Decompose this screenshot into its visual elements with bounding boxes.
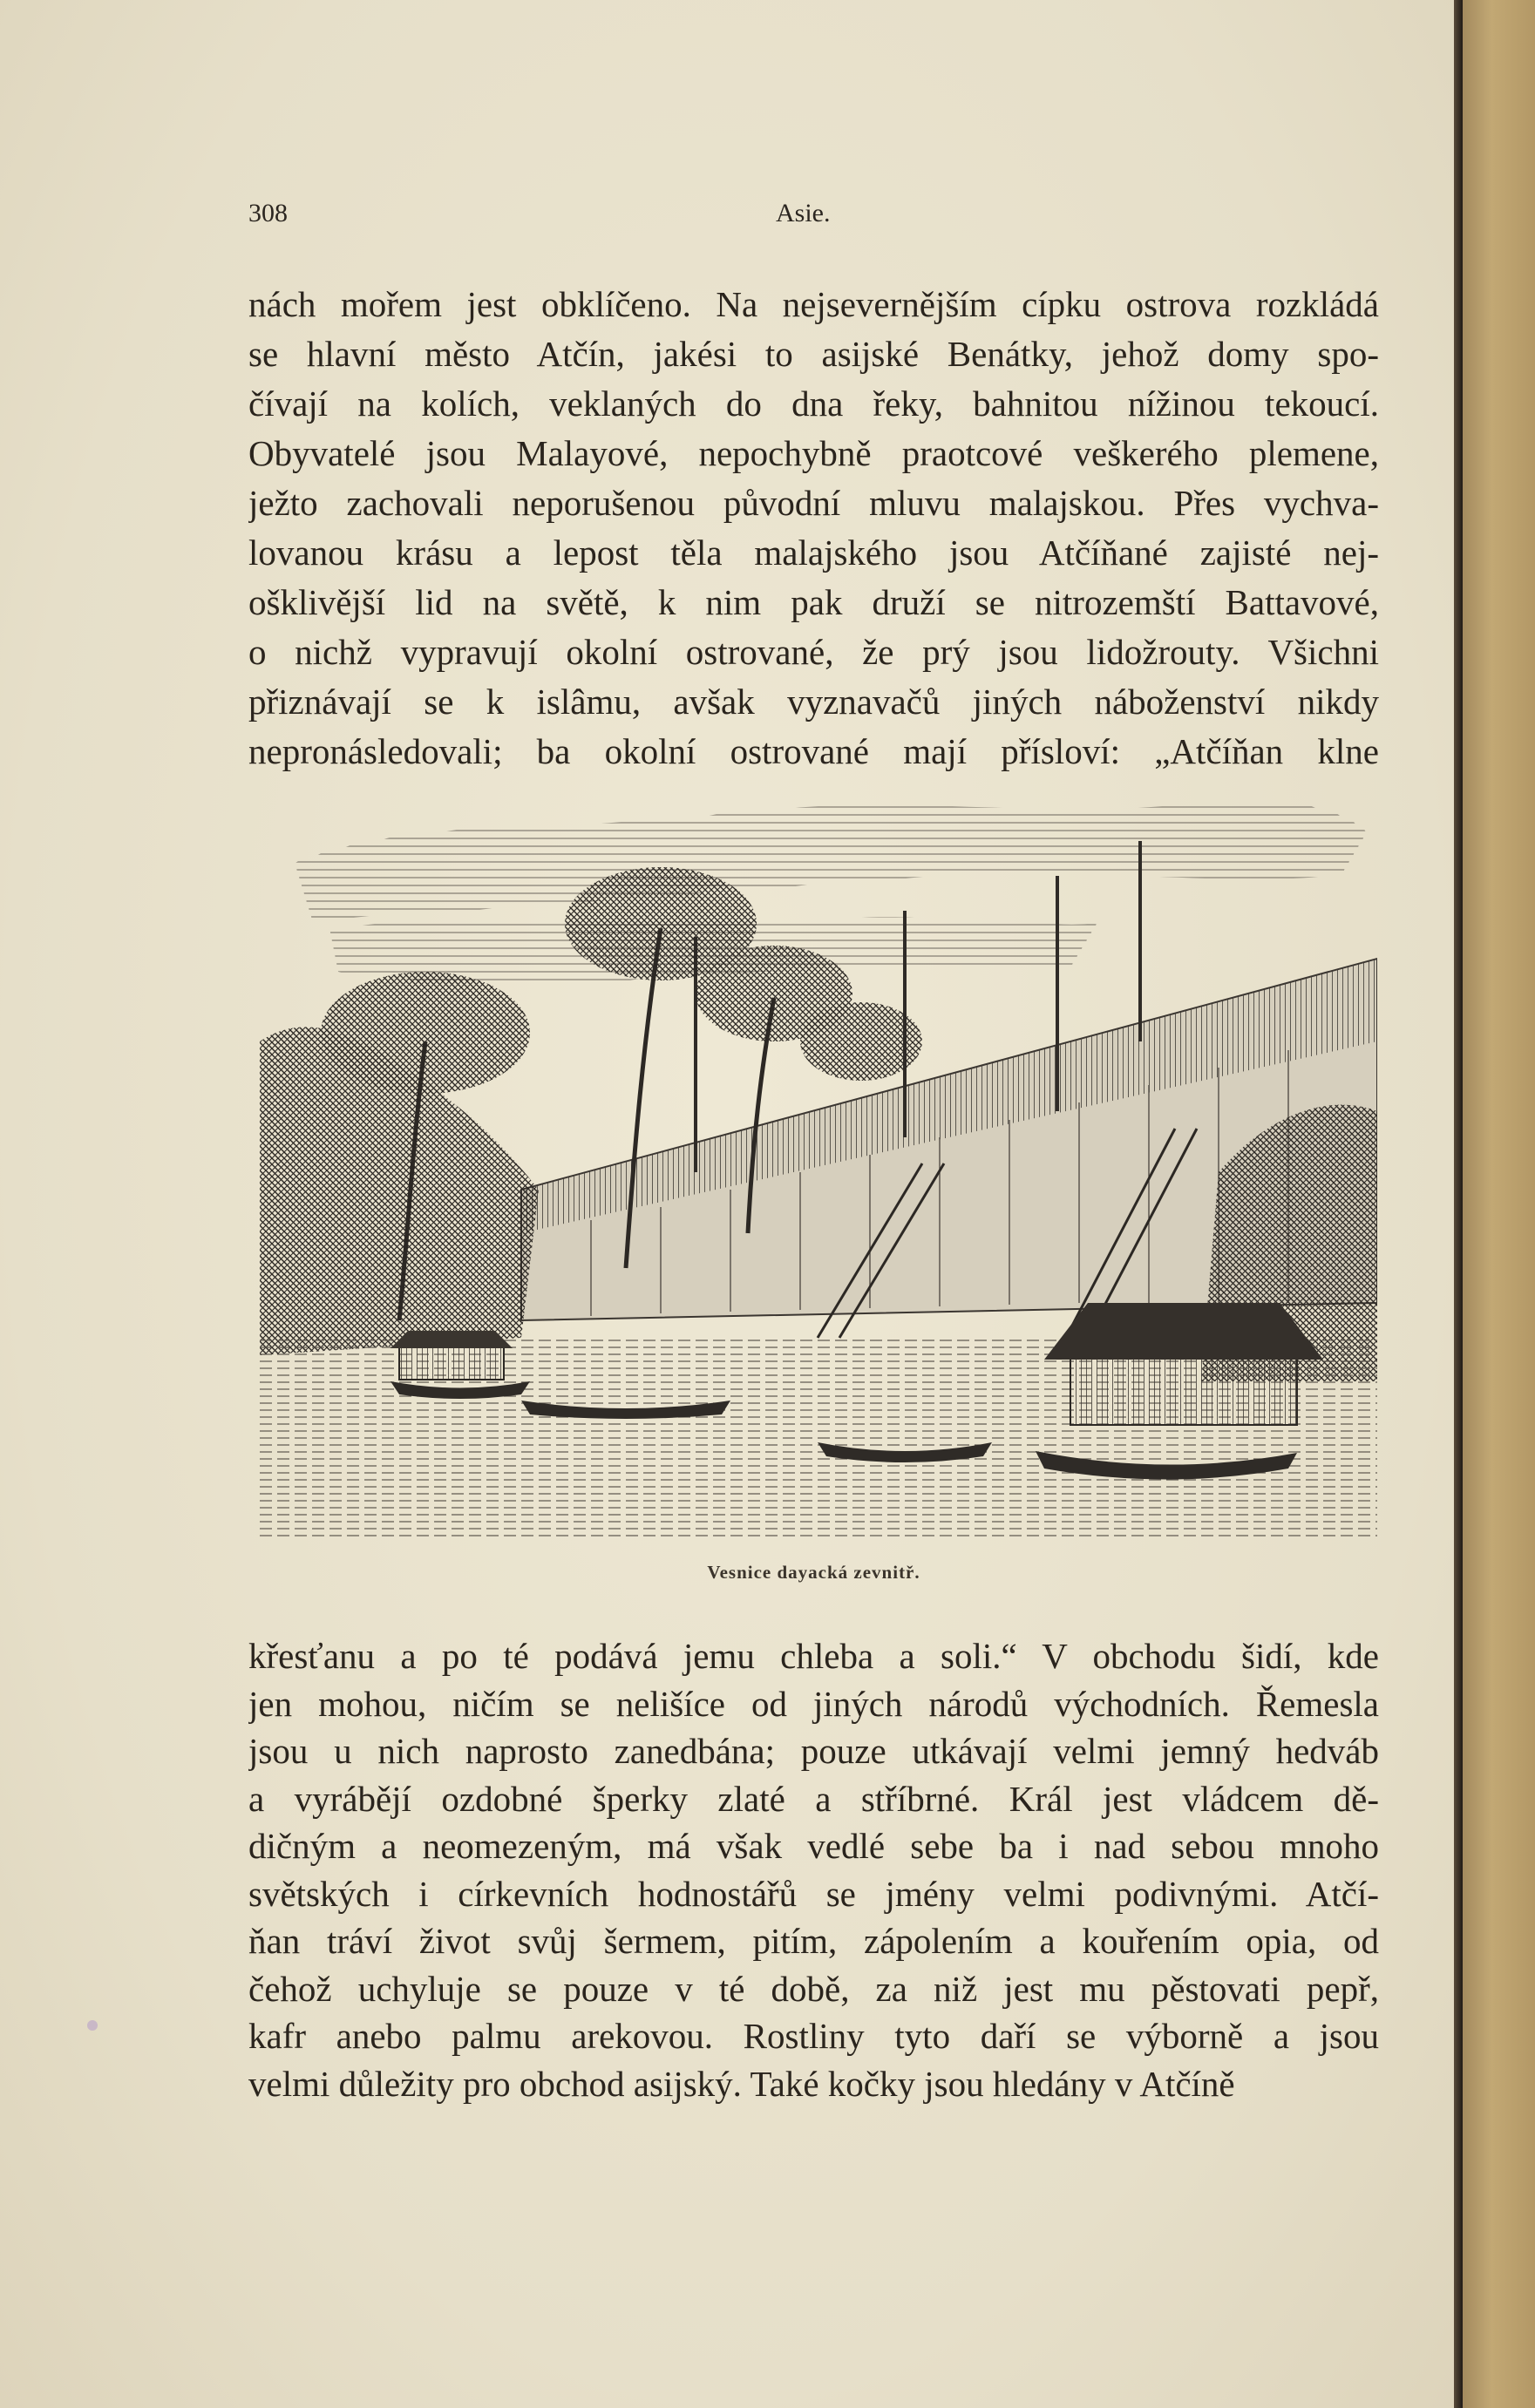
- book-gutter: [1454, 0, 1463, 2408]
- text-line: se hlavní město Atčín, jakési to asijské Benátky, jehož domy spo-: [248, 334, 1379, 374]
- foreground-house: [1044, 1303, 1323, 1425]
- text-line: a vyrábějí ozdobné šperky zlaté a stříbrné. Král jest vládcem dě-: [248, 1778, 1379, 1819]
- paragraph-before-figure: [248, 280, 1379, 777]
- text-line: velmi důležity pro obchod asijský. Také kočky jsou hledány v Atčíně: [248, 2063, 1235, 2104]
- text-line: o nichž vypravují okolní ostrované, že prý jsou lidožrouty. Všichni: [248, 632, 1379, 672]
- text-line: kafr anebo palmu arekovou. Rostliny tyto daří se výborně a jsou: [248, 2016, 1379, 2056]
- text-line: nách mořem jest obklíčeno. Na nejsevernějším cípku ostrova rozkládá: [248, 284, 1379, 324]
- text-line: křesťanu a po té podává jemu chleba a soli.“ V obchodu šidí, kde: [248, 1636, 1379, 1676]
- text-line: ježto zachovali neporušenou původní mluvu malajskou. Přes vychva-: [248, 483, 1379, 523]
- text-line: lovanou krásu a lepost těla malajského jsou Atčíňané zajisté nej-: [248, 532, 1379, 573]
- facing-page-edge: [1463, 0, 1535, 2408]
- text-line: čívají na kolích, veklaných do dna řeky, bahnitou nížinou tekoucí.: [248, 383, 1379, 424]
- running-title: Asie.: [776, 199, 831, 227]
- river-hut: [391, 1331, 513, 1380]
- ink-smudge: [87, 2020, 98, 2031]
- page-header: [248, 199, 1377, 234]
- page-number: 308: [248, 199, 288, 227]
- text-line: čehož uchyluje se pouze v té době, za niž jest mu pěstovati pepř,: [248, 1968, 1379, 2009]
- text-line: jsou u nich naprosto zanedbána; pouze utkávají velmi jemný hedváb: [248, 1731, 1379, 1771]
- text-line: jen mohou, ničím se nelišíce od jiných národů východních. Řemesla: [248, 1683, 1379, 1724]
- text-line: přiznávají se k islâmu, avšak vyznavačů jiných náboženství nikdy: [248, 682, 1379, 722]
- text-line: světských i církevních hodnostářů se jmény velmi podivnými. Atčí-: [248, 1873, 1379, 1914]
- text-line: ňan tráví život svůj šermem, pitím, zápolením a kouřením opia, od: [248, 1921, 1379, 1961]
- engraving-illustration: [260, 780, 1377, 1538]
- sky-clouds: [295, 801, 1367, 984]
- text-line: ošklivější lid na světě, k nim pak druží se nitrozemští Battavové,: [248, 582, 1379, 622]
- paragraph-after-figure: [248, 1632, 1379, 2107]
- text-line: nepronásledovali; ba okolní ostrované mají přísloví: „Atčíňan klne: [248, 731, 1379, 771]
- figure-caption: Vesnice dayacká zevnitř.: [707, 1562, 920, 1583]
- text-line: dičným a neomezeným, má však vedlé sebe ba i nad sebou mnoho: [248, 1826, 1379, 1866]
- text-line: Obyvatelé jsou Malayové, nepochybně praotcové veškerého plemene,: [248, 433, 1379, 473]
